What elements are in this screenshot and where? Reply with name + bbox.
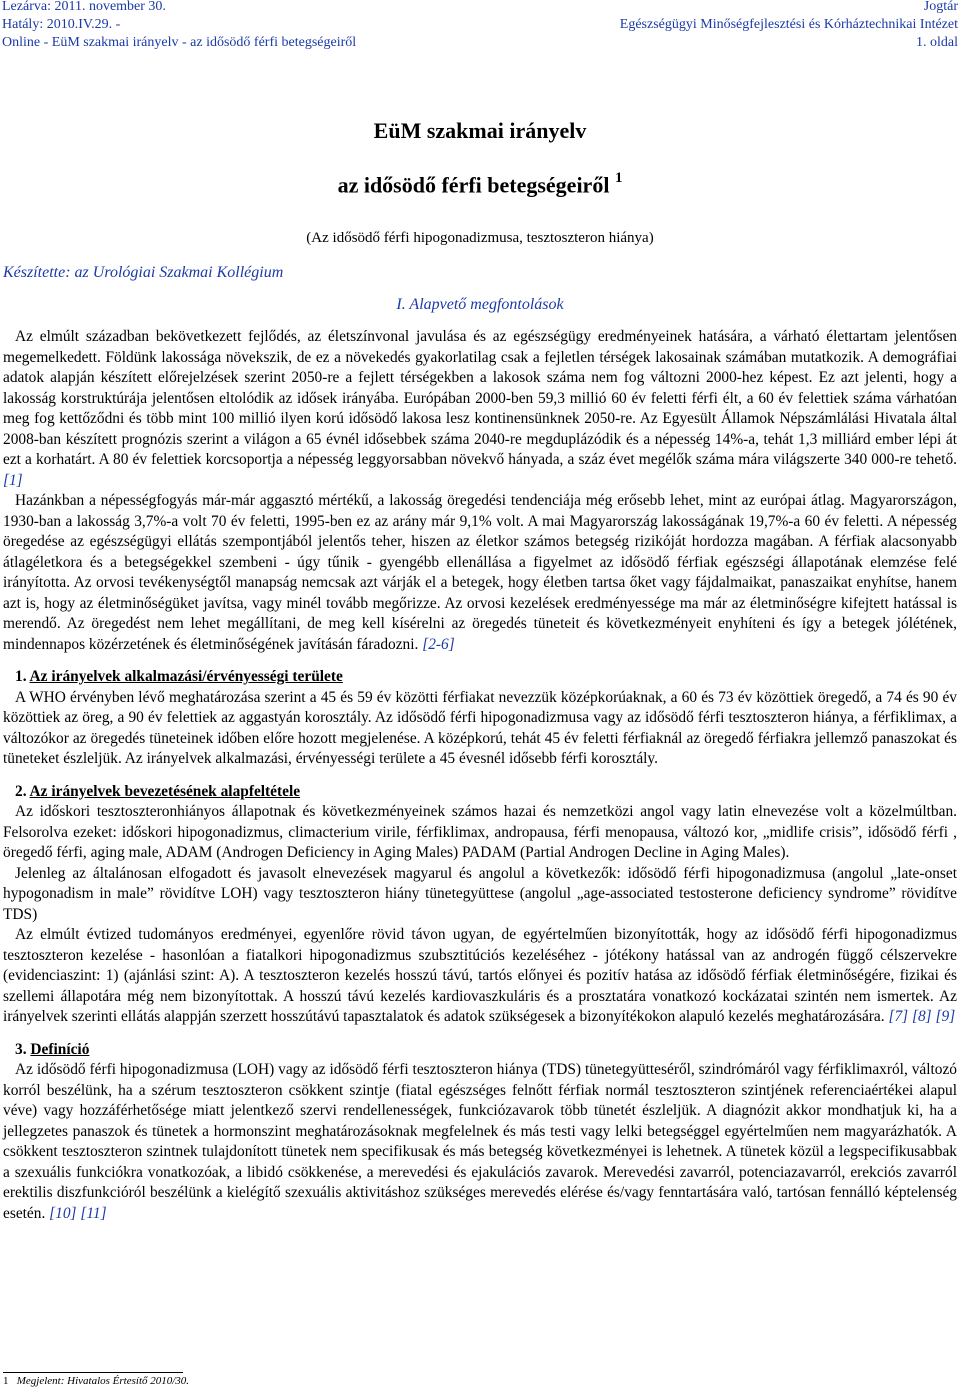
- section-title: Az irányelvek alkalmazási/érvényességi területe: [29, 668, 343, 685]
- section-title: Az irányelvek bevezetésének alapfeltétele: [29, 782, 301, 800]
- section-2-paragraph: [3, 864, 957, 926]
- section-2-paragraph: [3, 925, 957, 1028]
- document-author: Készítette: az Urológiai Szakmai Kollégium: [3, 264, 284, 281]
- document-body: [3, 327, 957, 1224]
- paragraph-text: Az elmúlt században bekövetkezett fejlődés, az életszínvonal javulása és az egészségügy eredményeinek hatására, a várható élettartam jelentősen megemelkedett. Földünk lakossága növekszik, de ez a növekedés gyakorlatilag csak a fejletlen térségek lakosainak számában mutatkozik. A demográfiai adatok alapján készített előrejelzések szerint 2050-re a fejlett térségekben a lakosok száma nem fog változni 2000-hez képest. Ez azt jelenti, hogy a lakosság korstruktúrája jelentősen eltolódik az idősek irányába. Európában 2000-ben 59,3 millió 60 év feletti férfi élt, a 60 év felettiek száma várhatóan meg fog kettőződni és több mint 100 millió ilyen korú idősödő lakosa lesz kontinensünknek 2050-re. Az Egyesült Államok Népszámlálási Hivatala által 2008-ban készített prognózis szerint a világon a 65 évnél idősebbek száma 2040-re megduplázódik és a népesség 14%-a, tehát 1,3 milliárd ember lépi át ezt a korhatárt. A 80 év felettiek korcsoportja a népesség leggyorsabban növekvő hányada, a száz évet megélők száma mára világszerte 340 000-re tehető.: [3, 328, 957, 468]
- citation-link[interactable]: [2-6]: [422, 635, 455, 653]
- paragraph-text: Hazánkban a népességfogyás már-már aggasztó mértékű, a lakosság öregedési tendenciája még erősebb lehet, mint az európai átlag. Magyarországon, 1930-ban a lakosság 3,7%-a volt 70 év feletti, 1995-ben ez az arány már 9,1% volt. A mai Magyarország lakosságának 19,7%-a 60 év feletti. A népesség öregedése az egészségügyi ellátás szempontjából jelentős teher, hiszen az életkor számos betegség rizikóját hordozza magában. A férfiak alacsonyabb átlagéletkora és a betegségekkel szembeni - úgy tűnik - gyengébb ellenállása a figyelmet az idősödő férfiak egészségi állapotának elemzése felé irányította. Az orvosi tevékenységtől manapság nemcsak azt várják el a betegek, hogy életben tartsa őket vagy fájdalmaikat, panaszaikat enyhítse, hanem azt is, hogy az életminőségüket javítsa, vagy minél tovább megőrizze. Az orvosi kezelések eredményessége ma már az életminőségre kifejtett hatással is merendő. Az öregedést nem lehet megállítani, de meg kell kísérelni az öregedés tüneteit és következményeit enyhíteni és így a betegek jólétének, mindennapos közérzetének és életminőségének javításán fáradozni.: [3, 492, 957, 653]
- header-effective-date: Hatály: 2010.IV.29. -: [2, 17, 121, 32]
- paragraph-text: Az idősödő férfi hipogonadizmusa (LOH) vagy az idősödő férfi tesztoszteron hiánya (TDS) tünetegyütteséről, szindrómáról vagy férfiklimaxról, változó korról beszélünk, ha a szérum tesztoszteron csökkent szintje (fiatal egészséges felnőtt férfiak normál tesztoszteron szintjének referenciaértékei alapul véve) vagy hozzáférhetősége miatt jelentkező szervi rendellenességek, funkciózavarok több tünetét észleljük. A diagnózit akkor mondhatjuk ki, ha a jellegzetes panaszok és tünetek a hormonszint meghatározásoknak megfelelnek és más testi vagy lelki betegséggel egyértelműen nem magyarázhatók. A csökkent tesztoszteron szintnek tulajdonított tünetek nem specifikusak és más betegség következményei is lehetnek. A tünetek közül a legspecifikusabbak a szexuális funkciókra vonatkozóak, a libidó csökkenése, a merevedési és ejakulációs zavarok. Merevedési zavarról, potenciazavarról, erekciós zavarról erektilis diszfunkcióról beszélünk a kielégítő szexuális aktivitáshoz szükséges merevedés elérése és/vagy fenntartására való, tartósan fennálló képtelenség esetén.: [3, 1061, 957, 1222]
- section-title: Definíció: [30, 1040, 90, 1058]
- section-2-heading: [15, 782, 957, 803]
- section-number: 1.: [15, 668, 27, 685]
- intro-paragraph: [3, 491, 957, 655]
- header-right: [620, 0, 958, 52]
- citation-link[interactable]: [1]: [3, 471, 23, 489]
- document-subtitle: [0, 172, 960, 198]
- header-closed-date: Lezárva: 2011. november 30.: [2, 0, 166, 14]
- citation-link[interactable]: [10] [11]: [49, 1204, 107, 1222]
- footnote-divider: [3, 1372, 183, 1373]
- subtitle-footnote-mark: 1: [614, 170, 623, 186]
- section-heading: I. Alapvető megfontolások: [396, 296, 564, 313]
- page-header: [0, 0, 960, 54]
- section-1-heading: [15, 667, 957, 688]
- paragraph-text: Jelenleg az általánosan elfogadott és javasolt elnevezések magyarul és angolul a következők: idősödő férfi hipogonadizmusa (angolul „late-onset hypogonadism in male” rövidítve LOH) vagy tesztoszteron hiány tünetegyüttese (angolul „age-associated testosterone deficiency syndrome” rövidítve TDS): [3, 864, 957, 923]
- citation-link[interactable]: [7] [8] [9]: [888, 1008, 956, 1025]
- paragraph-text: Az időskori tesztoszteronhiányos állapotnak és következményeinek számos hazai és nemzetközi angol vagy latin elnevezése volt a közelmúltban. Felsorolva ezeket: időskori hipogonadizmus, climacterium virile, férfiklimax, andropausa, férfi menopausa, változó kor, „midlife crisis”, idősödő férfi , öregedő férfi, aging male, ADAM (Androgen Deficiency in Aging Males) PADAM (Partial Androgen Decline in Aging Males).: [3, 803, 957, 861]
- intro-paragraph: [3, 327, 957, 491]
- header-institute: Egészségügyi Minőségfejlesztési és Kórháztechnikai Intézet: [619, 17, 958, 32]
- header-document-path: Online - EüM szakmai irányelv - az idősödő férfi betegségeiről: [2, 35, 357, 50]
- document-topic: (Az idősödő férfi hipogonadizmusa, tesztoszteron hiánya): [306, 230, 654, 246]
- document-title: EüM szakmai irányelv: [373, 118, 587, 143]
- section-1-paragraph: [3, 688, 957, 770]
- footnote-text: Megjelent: Hivatalos Értesítő 2010/30.: [16, 1375, 190, 1387]
- paragraph-text: Az elmúlt évtized tudományos eredményei, egyenlőre rövid távon ugyan, de egyértelműen bizonyították, hogy az idősödő férfi hipogonadizmus tesztoszteron kezelése - hasonlóan a fiatalkori hipogonadizmus szubsztitúciós kezeléséhez - jótékony hatással van az androgén függő célszervekre (evidenciaszint: 1) (ajánlási szint: A). A tesztoszteron kezelés hosszú távú, tartós előnyei és pozitív hatása az idősödő férfiak életminőségére, fizikai és szellemi állapotára még nem bizonyítottak. A hosszú távú kezelés kardiovaszkuláris és a prosztatára vonatkozó kockázatai szintén nem ismertek. Az irányelvek szerinti ellátás alappján szerzett hosszútávú tapasztalatok és adatok szükségesek a bizonyítékokon alapuló kezelés meghatározására.: [3, 926, 957, 1025]
- header-left: [2, 0, 356, 52]
- footnote: [3, 1375, 189, 1387]
- section-3-heading: [15, 1040, 957, 1061]
- section-2-paragraph: [3, 802, 957, 864]
- header-publisher: Jogtár: [923, 0, 958, 14]
- header-page-number: 1. oldal: [916, 35, 958, 50]
- section-3-paragraph: [3, 1060, 957, 1224]
- paragraph-text: A WHO érvényben lévő meghatározása szerint a 45 és 59 év közötti férfiakat nevezzük középkorúaknak, a 60 és 73 év közöttiek öregedő, a 74 és 90 év közöttiek az öreg, a 90 év felettiek az aggastyán korosztály. Az idősödő férfi hipogonadizmusa vagy az idősödő férfi tesztoszteron hiánya, a férfiklimax, a változókor az öregedés tüneteinek időben előre hozott megjelenése. A középkorú, tehát 45 év feletti férfiaknál az öregedő férfiakra jellemző panaszokat és tüneteket észleljük. Az irányelvek alkalmazási, érvényességi területe a 45 évesnél idősebb férfi korosztály.: [3, 688, 957, 767]
- subtitle-text: az idősödő férfi betegségeiről: [337, 172, 610, 198]
- footnote-mark: 1: [3, 1375, 9, 1387]
- section-number: 3.: [15, 1040, 27, 1058]
- section-number: 2.: [15, 782, 27, 800]
